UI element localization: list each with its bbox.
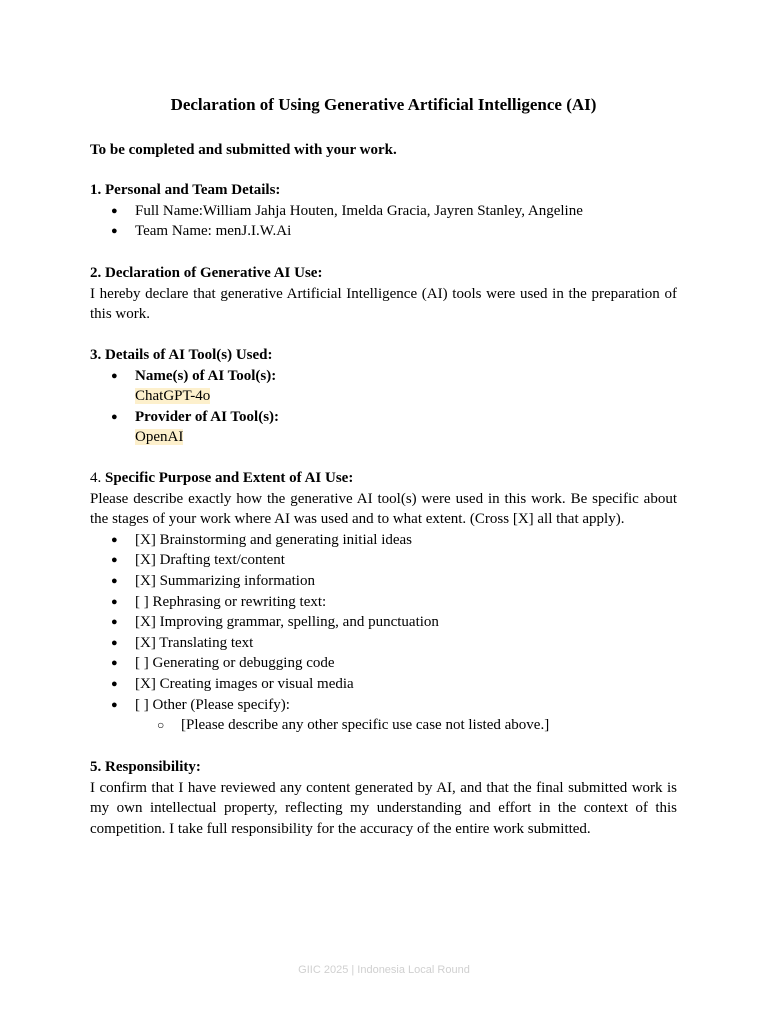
checklist-item: ● [ ] Other (Please specify): (90, 695, 677, 716)
section-responsibility (90, 757, 677, 839)
section-5-heading: 5. Responsibility: (90, 759, 201, 775)
section-5-text: I confirm that I have reviewed any content generated by AI, and that the final submitted work is my own intellectual property, reflecting my understanding and effort in the context of this competition. I take full responsibility for the accuracy of the entire work submitted. (90, 779, 677, 837)
checklist-item: ● [X] Summarizing information (90, 571, 677, 592)
section-4-heading-line (90, 468, 677, 489)
full-name-item: ● Full Name:William Jahja Houten, Imelda Gracia, Jayren Stanley, Angeline (90, 201, 677, 222)
other-use-description: ○ [Please describe any other specific use case not listed above.] (90, 715, 677, 736)
section-3-heading: 3. Details of AI Tool(s) Used: (90, 347, 273, 363)
section-2-text: I hereby declare that generative Artificial Intelligence (AI) tools were used in the preparation of this work. (90, 285, 677, 323)
checklist-item: ● [X] Translating text (90, 633, 677, 654)
checklist-item: ● [X] Brainstorming and generating initial ideas (90, 530, 677, 551)
document-title: Declaration of Using Generative Artificial Intelligence (AI) (170, 95, 597, 114)
section-4-text: Please describe exactly how the generative AI tool(s) were used in this work. Be specific about the stages of your work where AI was used and to what extent. (Cross [X] all that apply). (90, 490, 677, 528)
checklist-item: ● [ ] Generating or debugging code (90, 653, 677, 674)
section-personal-details (90, 180, 677, 242)
section-purpose-extent (90, 468, 677, 736)
team-name-item: ● Team Name: menJ.I.W.Ai (90, 221, 677, 242)
checklist-item: ● [X] Improving grammar, spelling, and punctuation (90, 612, 677, 633)
intro-text: To be completed and submitted with your work. (90, 142, 397, 158)
tool-name-label: ● Name(s) of AI Tool(s): (135, 367, 277, 384)
personal-details-list (90, 201, 677, 242)
section-4-heading: Specific Purpose and Extent of AI Use: (105, 470, 354, 486)
tool-details-list (90, 366, 677, 448)
section-2-heading: 2. Declaration of Generative AI Use: (90, 265, 323, 281)
section-tool-details (90, 345, 677, 448)
page-footer: GIIC 2025 | Indonesia Local Round (298, 964, 470, 976)
section-1-heading: 1. Personal and Team Details: (90, 182, 281, 198)
tool-name-value: ChatGPT-4o (135, 388, 211, 405)
tool-name-item (90, 366, 677, 407)
tool-provider-item (90, 407, 677, 448)
section-4-number: 4. (90, 470, 102, 486)
checklist-item: ● [X] Creating images or visual media (90, 674, 677, 695)
section-ai-declaration (90, 263, 677, 325)
checklist-item: ● [X] Drafting text/content (90, 550, 677, 571)
tool-provider-label: ● Provider of AI Tool(s): (135, 408, 280, 425)
checklist-item: ● [ ] Rephrasing or rewriting text: (90, 592, 677, 613)
other-use-sublist (90, 715, 677, 736)
ai-use-checklist (90, 530, 677, 715)
tool-provider-value: OpenAI (135, 429, 184, 446)
